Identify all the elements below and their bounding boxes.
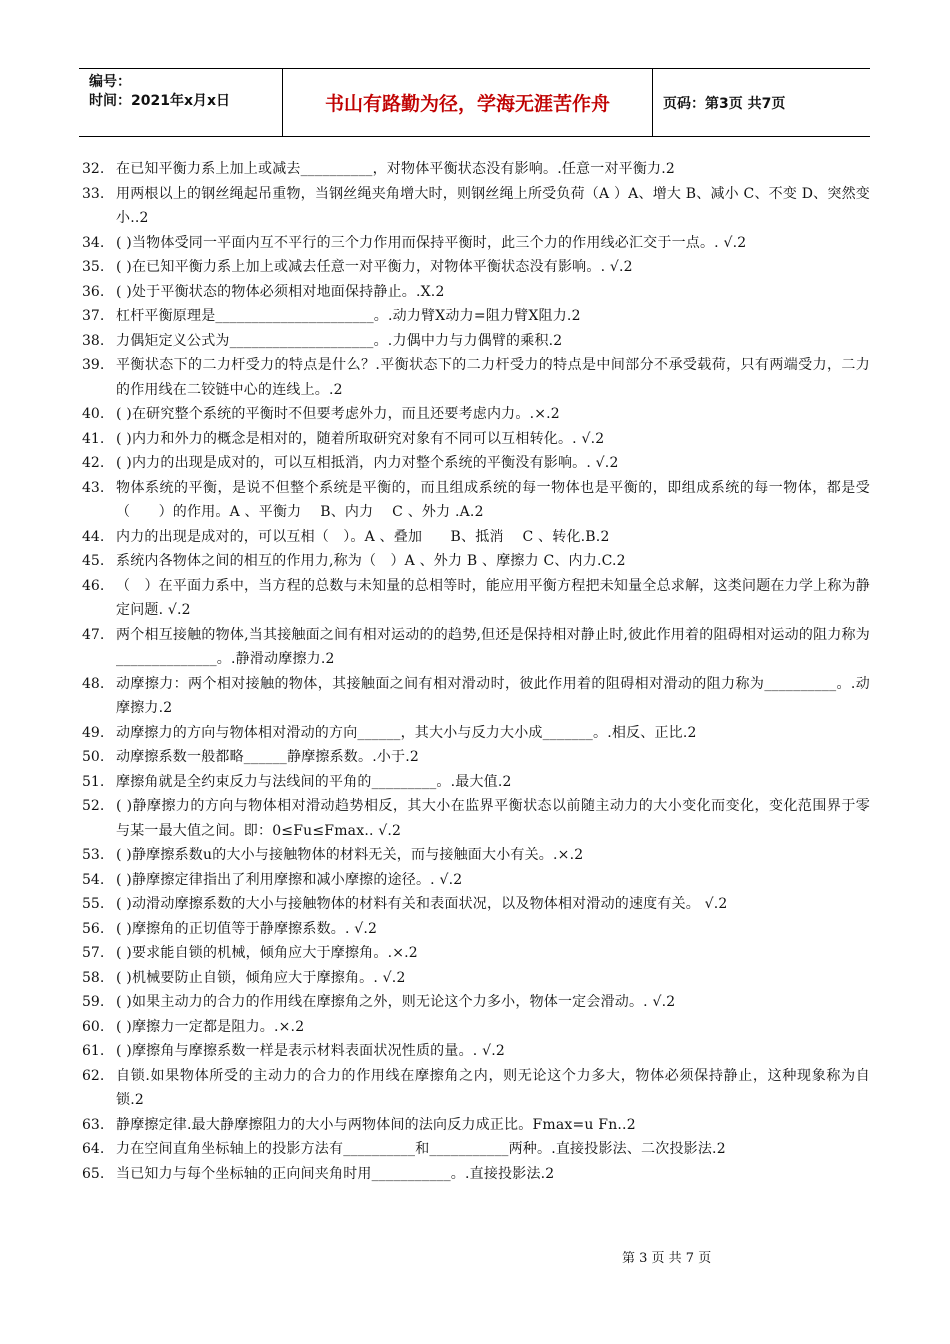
question-number: 36. xyxy=(82,283,105,300)
question-number: 62. xyxy=(82,1067,105,1084)
question-item xyxy=(82,966,870,991)
question-item xyxy=(82,157,870,182)
question-item xyxy=(82,525,870,550)
question-item xyxy=(82,623,870,672)
question-number: 50. xyxy=(82,749,105,765)
question-item xyxy=(82,329,870,354)
doc-date: 时间：2021年x月x日 xyxy=(89,93,231,109)
question-text: 动摩擦系数一般都略______静摩擦系数。.小于.2 xyxy=(116,749,420,765)
question-item xyxy=(82,745,870,770)
question-text: ( )摩擦力一定都是阻力。.×.2 xyxy=(116,1018,305,1035)
question-text: ( )静摩擦力的方向与物体相对滑动趋势相反，其大小在监界平衡状态以前随主动力的大小变化而变化，变化范围界于零与某一最大值之间。即：0≤Fu≤Fmax.. √.2 xyxy=(116,798,870,839)
question-list xyxy=(82,157,870,1186)
question-text: ( )在研究整个系统的平衡时不但要考虑外力，而且还要考虑内力。.×.2 xyxy=(116,406,560,422)
doc-number-label: 编号： xyxy=(89,74,131,90)
question-text: ( )静摩擦定律指出了利用摩擦和减小摩擦的途径。. √.2 xyxy=(116,871,463,888)
question-number: 51. xyxy=(82,773,105,790)
question-item xyxy=(82,304,870,329)
header-motto: 书山有路勤为径，学海无涯苦作舟 xyxy=(283,69,653,136)
question-text: （ ）在平面力系中，当方程的总数与未知量的总相等时，能应用平衡方程把未知量全总求解，这类问题在力学上称为静定问题. √.2 xyxy=(116,577,870,618)
question-item xyxy=(82,255,870,280)
question-item xyxy=(82,917,870,942)
question-item xyxy=(82,868,870,893)
question-number: 59. xyxy=(82,994,105,1010)
question-text: 当已知力与每个坐标轴的正向间夹角时用___________。.直接投影法.2 xyxy=(116,1165,555,1182)
question-text: ( )当物体受同一平面内互不平行的三个力作用而保持平衡时，此三个力的作用线必汇交于一点。. √.2 xyxy=(116,234,747,251)
question-text: 两个相互接触的物体,当其接触面之间有相对运动的的趋势,但还是保持相对静止时,彼此作用着的阻碍相对运动的阻力称为______________。.静滑动摩擦力.2 xyxy=(116,626,870,667)
question-item xyxy=(82,721,870,746)
question-number: 44. xyxy=(82,528,105,545)
header-page-number: 页码：第3页 共7页 xyxy=(663,95,786,112)
question-item xyxy=(82,1162,870,1187)
question-item xyxy=(82,843,870,868)
question-item xyxy=(82,182,870,231)
question-item xyxy=(82,353,870,402)
question-item xyxy=(82,892,870,917)
question-number: 43. xyxy=(82,479,105,496)
question-number: 53. xyxy=(82,847,105,863)
question-number: 38. xyxy=(82,332,105,349)
question-number: 65. xyxy=(82,1165,105,1182)
question-text: ( )要求能自锁的机械，倾角应大于摩擦角。.×.2 xyxy=(116,945,418,961)
question-text: ( )内力和外力的概念是相对的，随着所取研究对象有不同可以互相转化。. √.2 xyxy=(116,430,605,447)
question-number: 55. xyxy=(82,896,105,912)
question-item xyxy=(82,476,870,525)
question-number: 56. xyxy=(82,920,105,937)
question-text: 用两根以上的钢丝绳起吊重物，当钢丝绳夹角增大时，则钢丝绳上所受负荷（A ）A、增大 B、减小 C、不变 D、突然变小..2 xyxy=(116,185,870,226)
question-text: ( )静摩擦系数u的大小与接触物体的材料无关，而与接触面大小有关。.×.2 xyxy=(116,847,584,863)
question-text: 自锁.如果物体所受的主动力的合力的作用线在摩擦角之内，则无论这个力多大，物体必须保持静止，这种现象称为自锁.2 xyxy=(116,1067,870,1108)
question-number: 49. xyxy=(82,724,105,741)
question-text: 在已知平衡力系上加上或减去__________，对物体平衡状态没有影响。.任意一对平衡力.2 xyxy=(116,161,676,177)
question-number: 33. xyxy=(82,185,105,202)
question-number: 45. xyxy=(82,553,105,569)
question-text: ( )动滑动摩擦系数的大小与接触物体的材料有关和表面状况，以及物体相对滑动的速度有关。 √.2 xyxy=(116,896,728,912)
question-text: 动摩擦力：两个相对接触的物体，其接触面之间有相对滑动时，彼此作用着的阻碍相对滑动的阻力称为__________。.动摩擦力.2 xyxy=(116,675,870,716)
question-number: 34. xyxy=(82,234,105,251)
question-number: 32. xyxy=(82,161,105,177)
header-meta xyxy=(79,69,283,136)
question-number: 61. xyxy=(82,1043,105,1059)
question-text: ( )摩擦角与摩擦系数一样是表示材料表面状况性质的量。. √.2 xyxy=(116,1043,505,1059)
question-text: 平衡状态下的二力杆受力的特点是什么？.平衡状态下的二力杆受力的特点是中间部分不承受载荷，只有两端受力，二力的作用线在二铰链中心的连线上。.2 xyxy=(116,357,870,398)
question-text: ( )摩擦角的正切值等于静摩擦系数。. √.2 xyxy=(116,920,378,937)
question-number: 46. xyxy=(82,577,105,594)
question-number: 48. xyxy=(82,675,105,692)
question-number: 41. xyxy=(82,430,105,447)
question-number: 52. xyxy=(82,798,105,814)
question-item xyxy=(82,427,870,452)
question-number: 54. xyxy=(82,871,105,888)
question-text: ( )处于平衡状态的物体必须相对地面保持静止。.X.2 xyxy=(116,283,445,300)
question-text: 力在空间直角坐标轴上的投影方法有__________和___________两种。.直接投影法、二次投影法.2 xyxy=(116,1141,726,1157)
question-text: 力偶矩定义公式为____________________。.力偶中力与力偶臂的乘积.2 xyxy=(116,332,563,349)
question-number: 35. xyxy=(82,259,105,275)
question-number: 63. xyxy=(82,1116,105,1133)
question-item xyxy=(82,280,870,305)
question-text: ( )如果主动力的合力的作用线在摩擦角之外，则无论这个力多小，物体一定会滑动。. √.2 xyxy=(116,994,676,1010)
question-number: 40. xyxy=(82,406,105,422)
question-number: 47. xyxy=(82,626,105,643)
question-text: 杠杆平衡原理是______________________。.动力臂X动力=阻力臂X阻力.2 xyxy=(116,308,581,324)
question-text: 内力的出现是成对的，可以互相（ ）。A 、叠加 B、抵消 C 、转化.B.2 xyxy=(116,528,610,545)
question-number: 57. xyxy=(82,945,105,961)
question-text: 动摩擦力的方向与物体相对滑动的方向______，其大小与反力大小成_______。.相反、正比.2 xyxy=(116,724,697,741)
question-text: 静摩擦定律.最大静摩擦阻力的大小与两物体间的法向反力成正比。Fmax=u Fn..2 xyxy=(116,1116,636,1133)
page-footer: 第 3 页 共 7 页 xyxy=(622,1251,712,1266)
question-item xyxy=(82,1137,870,1162)
question-number: 42. xyxy=(82,455,105,471)
question-text: 系统内各物体之间的相互的作用力,称为（ ）A 、外力 B 、摩擦力 C、内力.C.2 xyxy=(116,553,626,569)
question-item xyxy=(82,941,870,966)
question-number: 37. xyxy=(82,308,105,324)
question-number: 58. xyxy=(82,969,105,986)
question-item xyxy=(82,1039,870,1064)
question-item xyxy=(82,402,870,427)
question-item xyxy=(82,231,870,256)
question-text: ( )内力的出现是成对的，可以互相抵消，内力对整个系统的平衡没有影响。. √.2 xyxy=(116,455,619,471)
question-number: 60. xyxy=(82,1018,105,1035)
question-item xyxy=(82,1113,870,1138)
question-item xyxy=(82,672,870,721)
question-text: ( )在已知平衡力系上加上或减去任意一对平衡力，对物体平衡状态没有影响。. √.2 xyxy=(116,259,633,275)
question-text: ( )机械要防止自锁，倾角应大于摩擦角。. √.2 xyxy=(116,969,406,986)
question-item xyxy=(82,1064,870,1113)
question-number: 39. xyxy=(82,357,105,373)
question-item xyxy=(82,549,870,574)
page-header xyxy=(79,68,870,137)
question-text: 物体系统的平衡，是说不但整个系统是平衡的，而且组成系统的每一物体也是平衡的，即组成系统的每一物体，都是受（ ）的作用。A 、平衡力 B、内力 C 、外力 .A.2 xyxy=(116,479,870,520)
question-item xyxy=(82,794,870,843)
question-item xyxy=(82,574,870,623)
question-item xyxy=(82,770,870,795)
question-item xyxy=(82,451,870,476)
question-number: 64. xyxy=(82,1141,105,1157)
question-text: 摩擦角就是全约束反力与法线间的平角的_________。.最大值.2 xyxy=(116,773,512,790)
question-item xyxy=(82,990,870,1015)
question-item xyxy=(82,1015,870,1040)
